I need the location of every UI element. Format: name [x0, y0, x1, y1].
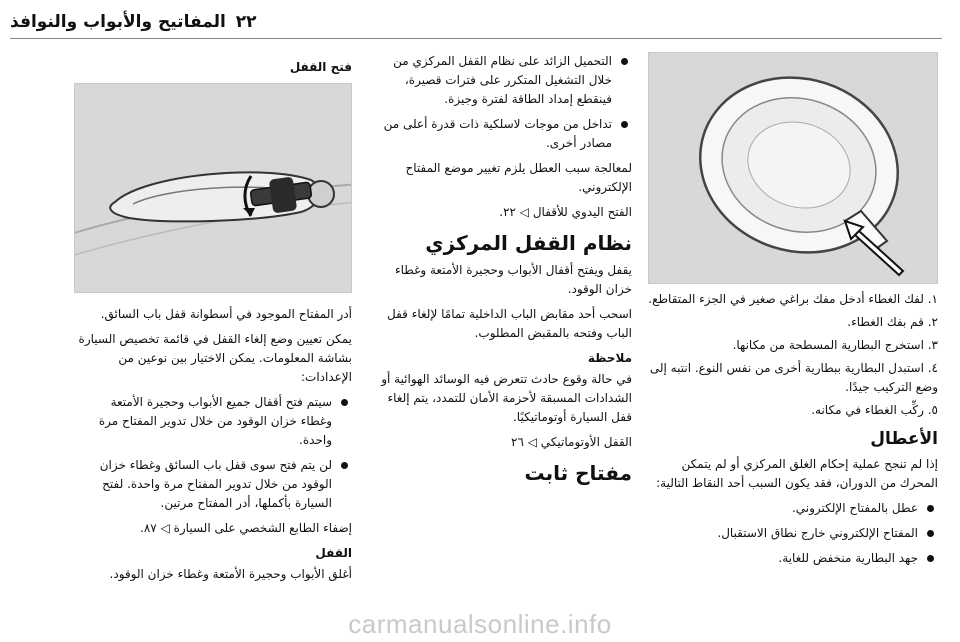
list-item: تداخل من موجات لاسلكية ذات قدرة أعلى من مصادر أخرى.: [370, 115, 632, 153]
door-handle-key-icon: [75, 84, 351, 292]
list-item: المفتاح الإلكتروني خارج نطاق الاستقبال.: [648, 524, 938, 543]
battery-steps-list: [648, 290, 938, 420]
interference-list: [370, 52, 632, 153]
note-heading: ملاحظة: [587, 351, 632, 365]
list-item: سيتم فتح أقفال جميع الأبواب وحجيرة الأمتعة وغطاء خزان الوقود من خلال تدوير المفتاح مرة واحدة.: [76, 393, 352, 450]
page-title: المفاتيح والأبواب والنوافذ: [10, 12, 226, 32]
paragraph: يقفل ويفتح أقفال الأبواب وحجيرة الأمتعة وغطاء خزان الوقود.: [394, 263, 632, 296]
list-item: لن يتم فتح سوى قفل باب السائق وغطاء خزان الوقود من خلال تدوير المفتاح مرة واحدة. لفتح السيارة بأكملها، أدر المفتاح مرتين.: [76, 456, 352, 513]
paragraph: أغلق الأبواب وحجيرة الأمتعة وغطاء خزان الوقود.: [109, 567, 352, 581]
list-item: ٤. استبدل البطارية ببطارية أخرى من نفس النوع. انتبه إلى وضع التركيب جيدًا.: [649, 361, 938, 394]
section-heading-faults: الأعطال: [870, 429, 938, 449]
cross-reference[interactable]: إضفاء الطابع الشخصي على السيارة ◁ ٨٧.: [140, 521, 352, 535]
paragraph: يمكن تعيين وضع إلغاء القفل في قائمة تخصيص السيارة بشاشة المعلومات. يمكن الاختيار بين نوعين من الإعدادات:: [78, 332, 352, 384]
section-heading-locking: القفل: [315, 546, 352, 560]
list-item: جهد البطارية منخفض للغاية.: [648, 549, 938, 568]
list-item: ٣. استخرج البطارية المسطحة من مكانها.: [732, 338, 938, 352]
list-item: التحميل الزائد على نظام القفل المركزي من خلال التشغيل المتكرر على فترات قصيرة، فينقطع إمداد الطاقة لفترة وجيزة.: [370, 52, 632, 109]
column-left: [76, 52, 352, 590]
faults-list: [648, 499, 938, 568]
section-heading-unlocking: فتح القفل: [289, 60, 352, 74]
watermark: carmanualsonline.info: [348, 609, 612, 639]
paragraph: لمعالجة سبب العطل يلزم تغيير موضع المفتاح الإلكتروني.: [405, 161, 632, 194]
list-item: ٢. قم بفك الغطاء.: [847, 315, 938, 329]
cross-reference[interactable]: القفل الأوتوماتيكي ◁ ٢٦: [511, 435, 632, 449]
list-item: ١. لفك الغطاء أدخل مفك براغي صغير في الجزء المتقاطع.: [648, 292, 938, 306]
paragraph: اسحب أحد مقابض الباب الداخلية تمامًا لإلغاء قفل الباب وفتحه بالمقبض المطلوب.: [387, 307, 632, 340]
note-text: في حالة وقوع حادث تتعرض فيه الوسائد الهوائية أو الشدادات المسبقة لأحزمة الأمان للتمدد، يتم إلغاء قفل السيارة أوتوماتيكيًا.: [381, 372, 632, 424]
faults-intro: إذا لم تنجح عملية إحكام الغلق المركزي أو لم يتمكن المحرك من الدوران، فقد يكون السبب أحد النقاط التالية:: [656, 457, 938, 490]
key-battery-illustration: [648, 52, 938, 284]
unlock-settings-list: [76, 393, 352, 513]
section-heading-fixed-key: مفتاح ثابت: [524, 461, 632, 485]
list-item: ٥. ركِّب الغطاء في مكانه.: [811, 403, 938, 417]
page-header: [10, 6, 942, 39]
list-item: عطل بالمفتاح الإلكتروني.: [648, 499, 938, 518]
page-number: ٢٢: [235, 12, 257, 32]
door-lock-illustration: [74, 83, 352, 293]
section-heading-central-locking: نظام القفل المركزي: [425, 231, 632, 255]
key-fob-icon: [649, 53, 937, 283]
column-right: [648, 52, 938, 574]
column-middle: [370, 52, 632, 491]
cross-reference[interactable]: الفتح اليدوي للأقفال ◁ ٢٢.: [499, 205, 632, 219]
figure-caption: أدر المفتاح الموجود في أسطوانة قفل باب السائق.: [100, 307, 352, 321]
